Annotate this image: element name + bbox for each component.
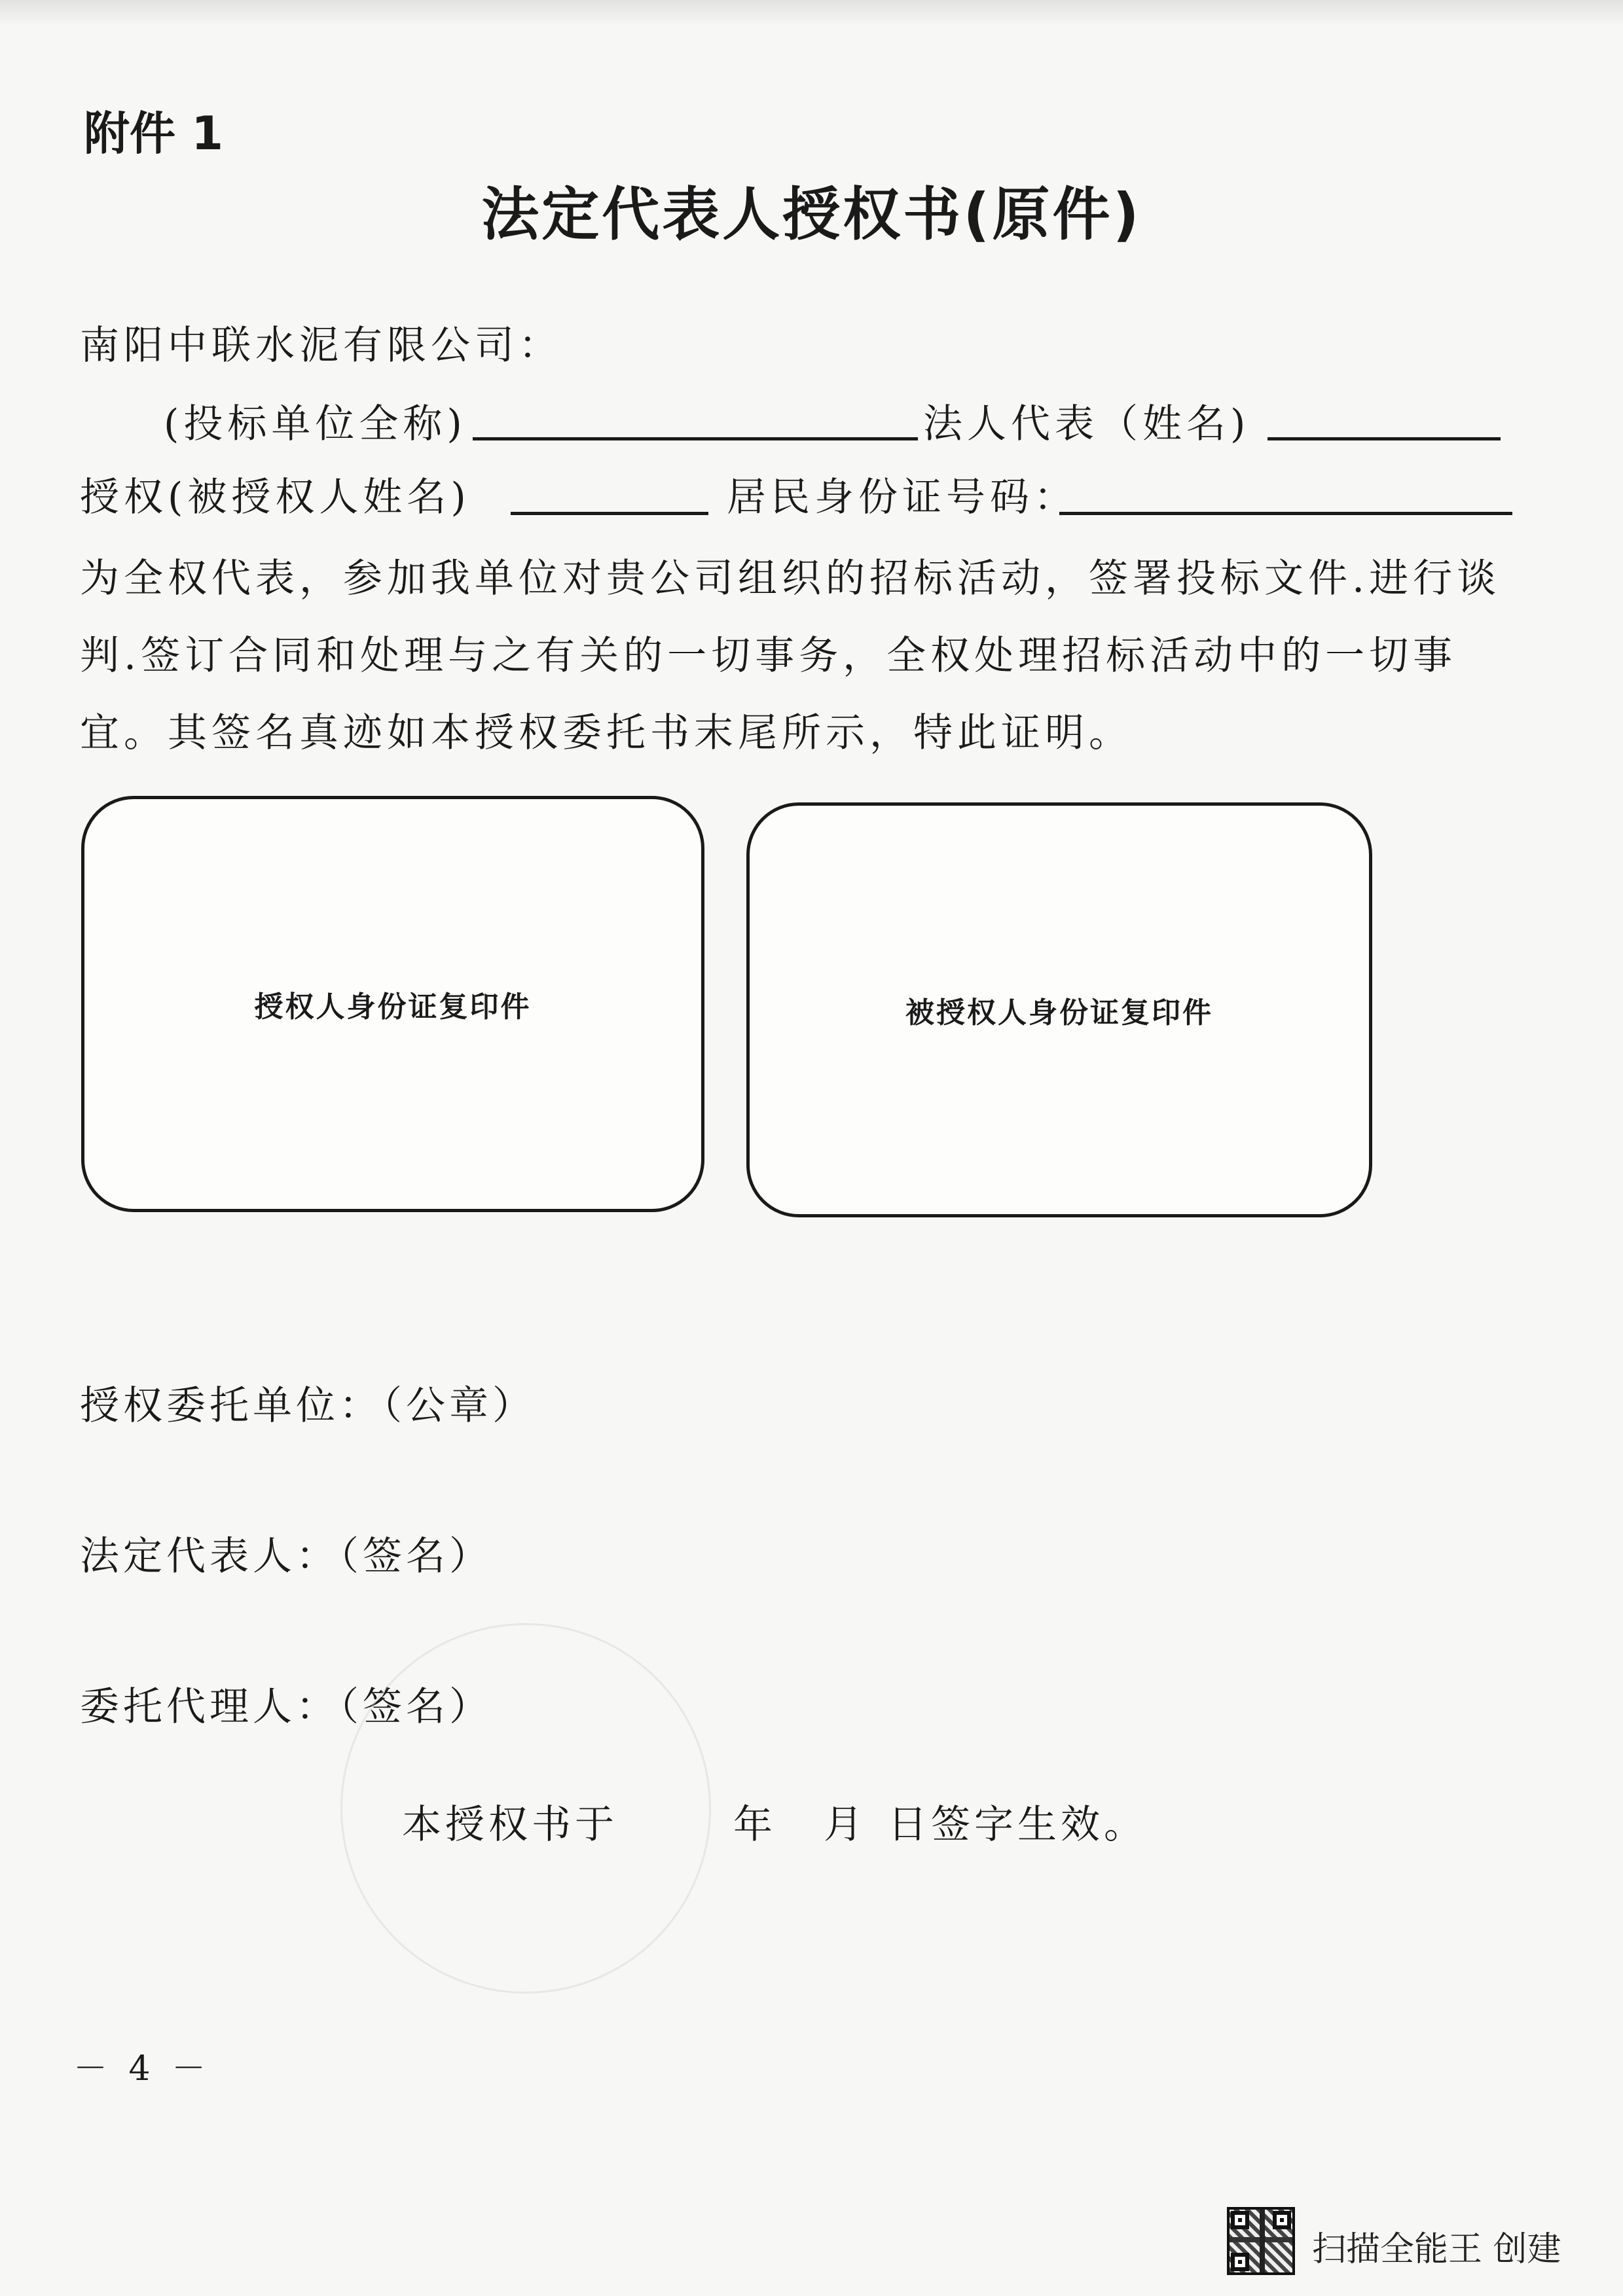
page-title: 法定代表人授权书(原件): [481, 181, 1142, 248]
attachment-label: 附件 1: [84, 107, 224, 160]
grantee-id-copy-box: [746, 802, 1372, 1217]
bidder-name-blank: [473, 437, 918, 440]
effective-year: 年: [733, 1802, 776, 1848]
paragraph-line-2: 判.签订合同和处理与之有关的一切事务，全权处理招标活动中的一切事: [80, 633, 1457, 679]
grantor-id-copy-label: 授权人身份证复印件: [254, 990, 532, 1024]
effective-date-suffix: 日签字生效。: [888, 1802, 1147, 1848]
scan-edge-shadow: [0, 0, 1623, 26]
agent-signature: 委托代理人：（签名）: [80, 1684, 492, 1730]
paragraph-line-3: 宜。其签名真迹如本授权委托书末尾所示，特此证明。: [80, 710, 1133, 756]
scanner-watermark-text: 扫描全能王 创建: [1312, 2230, 1561, 2269]
authorizing-unit-seal: 授权委托单位：（公章）: [80, 1383, 536, 1429]
grantee-name-blank: [511, 512, 708, 515]
grantee-name-label: 授权(被授权人姓名): [80, 475, 471, 520]
page-number: － 4 －: [73, 2049, 211, 2089]
legal-rep-name-label: 法人代表（姓名): [923, 401, 1250, 447]
id-number-label: 居民身份证号码：: [727, 475, 1078, 520]
effective-date-prefix: 本授权书于: [402, 1802, 618, 1848]
grantor-id-copy-box: [81, 796, 704, 1212]
legal-representative-signature: 法定代表人：（签名）: [80, 1534, 492, 1579]
qr-code-icon: [1227, 2207, 1295, 2275]
effective-month: 月: [824, 1802, 867, 1848]
legal-rep-name-blank: [1267, 437, 1501, 440]
addressee: 南阳中联水泥有限公司：: [80, 323, 562, 368]
bidder-name-label: (投标单位全称): [164, 401, 467, 447]
grantee-id-copy-label: 被授权人身份证复印件: [905, 996, 1213, 1030]
id-number-blank: [1059, 512, 1512, 515]
paragraph-line-1: 为全权代表，参加我单位对贵公司组织的招标活动，签署投标文件.进行谈: [80, 556, 1501, 601]
